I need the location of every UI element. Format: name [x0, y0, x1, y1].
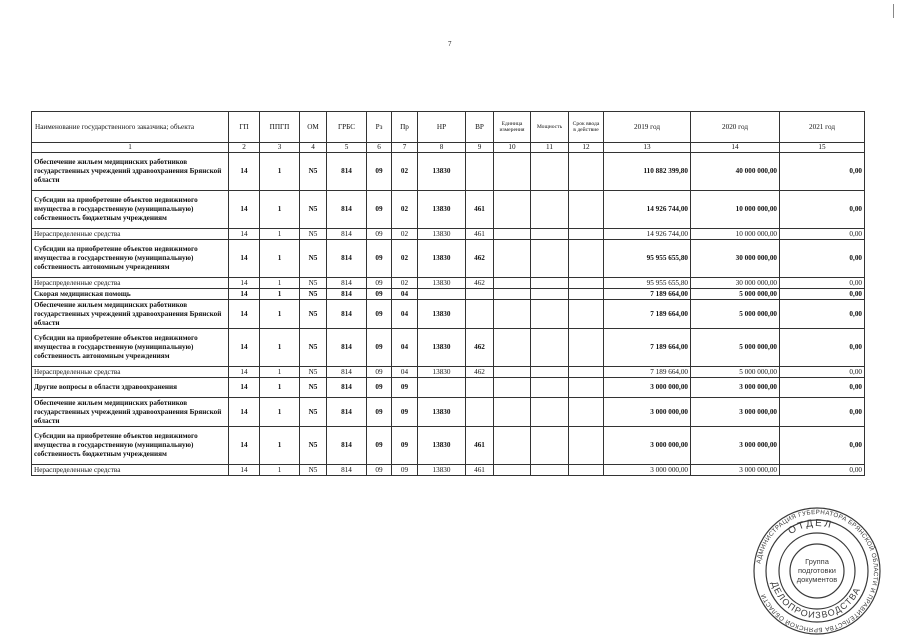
stamp-center-line-2: подготовки: [798, 566, 836, 575]
table-row: [32, 300, 865, 329]
column-number: 1: [32, 143, 229, 153]
row-vr: 462: [466, 329, 494, 367]
row-vr: 462: [466, 278, 494, 289]
row-2021: 0,00: [780, 278, 865, 289]
table-row: [32, 153, 865, 191]
row-grbs: 814: [327, 229, 367, 240]
header-name: Наименование государственного заказчика; объекта: [32, 112, 229, 143]
row-power: [531, 367, 569, 378]
row-gp: 14: [229, 153, 260, 191]
row-pr: 02: [392, 229, 418, 240]
row-name: Нераспределенные средства: [32, 229, 229, 240]
row-grbs: 814: [327, 427, 367, 465]
row-2021: 0,00: [780, 153, 865, 191]
column-number: 7: [392, 143, 418, 153]
row-2020: 10 000 000,00: [691, 229, 780, 240]
row-2021: 0,00: [780, 465, 865, 476]
row-vr: 461: [466, 427, 494, 465]
row-2019: 95 955 655,80: [604, 240, 691, 278]
row-nr: [418, 289, 466, 300]
row-nr: 13830: [418, 398, 466, 427]
row-pr: 02: [392, 278, 418, 289]
row-nr: 13830: [418, 300, 466, 329]
column-number: 6: [367, 143, 392, 153]
table-row: [32, 278, 865, 289]
header-grbs: ГРБС: [327, 112, 367, 143]
row-grbs: 814: [327, 289, 367, 300]
header-unit: Единица измерения: [494, 112, 531, 143]
scan-edge-mark: [893, 4, 894, 18]
row-ppgp: 1: [260, 153, 300, 191]
column-number: 8: [418, 143, 466, 153]
row-power: [531, 300, 569, 329]
row-term: [569, 240, 604, 278]
header-ppgp: ППГП: [260, 112, 300, 143]
table-row: [32, 240, 865, 278]
row-unit: [494, 289, 531, 300]
row-power: [531, 191, 569, 229]
column-number: 14: [691, 143, 780, 153]
table-row: [32, 329, 865, 367]
row-2020: 30 000 000,00: [691, 240, 780, 278]
row-2020: 40 000 000,00: [691, 153, 780, 191]
row-2021: 0,00: [780, 427, 865, 465]
row-2020: 5 000 000,00: [691, 329, 780, 367]
page-number: 7: [448, 40, 452, 48]
row-rz: 09: [367, 329, 392, 367]
row-unit: [494, 229, 531, 240]
row-ppgp: 1: [260, 329, 300, 367]
row-ppgp: 1: [260, 240, 300, 278]
column-number-row: [32, 143, 865, 153]
row-gp: 14: [229, 300, 260, 329]
row-unit: [494, 427, 531, 465]
row-pr: 02: [392, 191, 418, 229]
row-grbs: 814: [327, 300, 367, 329]
table-row: [32, 398, 865, 427]
header-term: Срок ввода в действие: [569, 112, 604, 143]
budget-table: [31, 111, 865, 476]
row-om: N5: [300, 367, 327, 378]
row-gp: 14: [229, 278, 260, 289]
row-vr: [466, 398, 494, 427]
row-2019: 3 000 000,00: [604, 465, 691, 476]
row-ppgp: 1: [260, 398, 300, 427]
row-grbs: 814: [327, 278, 367, 289]
row-pr: 02: [392, 240, 418, 278]
row-2019: 7 189 664,00: [604, 300, 691, 329]
table-row: [32, 378, 865, 398]
row-gp: 14: [229, 378, 260, 398]
header-rz: Рз: [367, 112, 392, 143]
header-nr: НР: [418, 112, 466, 143]
row-name: Другие вопросы в области здравоохранения: [32, 378, 229, 398]
row-rz: 09: [367, 398, 392, 427]
header-row: [32, 112, 865, 143]
row-name: Обеспечение жильем медицинских работников государственных учреждений здравоохранения Брянской области: [32, 398, 229, 427]
row-rz: 09: [367, 278, 392, 289]
header-pr: Пр: [392, 112, 418, 143]
column-number: 12: [569, 143, 604, 153]
row-unit: [494, 329, 531, 367]
row-2019: 7 189 664,00: [604, 329, 691, 367]
row-nr: 13830: [418, 329, 466, 367]
row-2019: 3 000 000,00: [604, 427, 691, 465]
row-nr: 13830: [418, 153, 466, 191]
row-2019: 3 000 000,00: [604, 378, 691, 398]
column-number: 3: [260, 143, 300, 153]
row-pr: 04: [392, 300, 418, 329]
stamp-outer-text: АДМИНИСТРАЦИЯ ГУБЕРНАТОРА БРЯНСКОЙ ОБЛАСТИ И ПРАВИТЕЛЬСТВА БРЯНСКОЙ ОБЛАСТИ: [755, 508, 880, 634]
row-pr: 04: [392, 367, 418, 378]
row-gp: 14: [229, 240, 260, 278]
row-term: [569, 367, 604, 378]
row-grbs: 814: [327, 398, 367, 427]
row-unit: [494, 465, 531, 476]
row-gp: 14: [229, 289, 260, 300]
row-grbs: 814: [327, 378, 367, 398]
table-row: [32, 427, 865, 465]
row-2020: 3 000 000,00: [691, 427, 780, 465]
row-name: Скорая медицинская помощь: [32, 289, 229, 300]
header-vr: ВР: [466, 112, 494, 143]
row-vr: [466, 153, 494, 191]
row-om: N5: [300, 278, 327, 289]
header-gp: ГП: [229, 112, 260, 143]
table-row: [32, 191, 865, 229]
row-pr: 04: [392, 329, 418, 367]
row-ppgp: 1: [260, 465, 300, 476]
row-grbs: 814: [327, 240, 367, 278]
row-power: [531, 465, 569, 476]
column-number: 15: [780, 143, 865, 153]
row-2019: 7 189 664,00: [604, 289, 691, 300]
row-vr: [466, 300, 494, 329]
row-pr: 09: [392, 427, 418, 465]
row-ppgp: 1: [260, 289, 300, 300]
row-2021: 0,00: [780, 300, 865, 329]
row-grbs: 814: [327, 329, 367, 367]
row-2021: 0,00: [780, 329, 865, 367]
row-om: N5: [300, 229, 327, 240]
row-name: Субсидии на приобретение объектов недвижимого имущества в государственную (муниципальную) собственность автономным учреждениям: [32, 240, 229, 278]
row-term: [569, 378, 604, 398]
row-nr: 13830: [418, 367, 466, 378]
row-2020: 30 000 000,00: [691, 278, 780, 289]
row-power: [531, 398, 569, 427]
row-term: [569, 153, 604, 191]
column-number: 11: [531, 143, 569, 153]
column-number: 10: [494, 143, 531, 153]
row-om: N5: [300, 398, 327, 427]
header-2021: 2021 год: [780, 112, 865, 143]
row-2019: 95 955 655,80: [604, 278, 691, 289]
row-name: Субсидии на приобретение объектов недвижимого имущества в государственную (муниципальную) собственность автономным учреждениям: [32, 329, 229, 367]
table-row: [32, 465, 865, 476]
stamp-ring-bottom: ДЕЛОПРОИЗВОДСТВА: [769, 580, 863, 621]
row-ppgp: 1: [260, 191, 300, 229]
row-vr: 462: [466, 240, 494, 278]
column-number: 5: [327, 143, 367, 153]
row-term: [569, 289, 604, 300]
row-vr: 461: [466, 465, 494, 476]
row-unit: [494, 278, 531, 289]
row-rz: 09: [367, 240, 392, 278]
row-grbs: 814: [327, 367, 367, 378]
row-name: Нераспределенные средства: [32, 367, 229, 378]
row-nr: 13830: [418, 229, 466, 240]
row-vr: 461: [466, 191, 494, 229]
row-2021: 0,00: [780, 367, 865, 378]
column-number: 2: [229, 143, 260, 153]
row-om: N5: [300, 289, 327, 300]
stamp-ring-top: ОТДЕЛ: [786, 517, 835, 537]
row-term: [569, 465, 604, 476]
row-om: N5: [300, 465, 327, 476]
row-ppgp: 1: [260, 229, 300, 240]
row-term: [569, 398, 604, 427]
row-gp: 14: [229, 398, 260, 427]
row-vr: 462: [466, 367, 494, 378]
row-nr: 13830: [418, 465, 466, 476]
row-2020: 5 000 000,00: [691, 367, 780, 378]
row-vr: 461: [466, 229, 494, 240]
row-2020: 10 000 000,00: [691, 191, 780, 229]
row-2020: 5 000 000,00: [691, 300, 780, 329]
row-term: [569, 427, 604, 465]
row-2019: 14 926 744,00: [604, 229, 691, 240]
row-gp: 14: [229, 465, 260, 476]
row-pr: 02: [392, 153, 418, 191]
column-number: 9: [466, 143, 494, 153]
row-unit: [494, 191, 531, 229]
stamp-center-line-1: Группа: [805, 557, 829, 566]
row-unit: [494, 398, 531, 427]
row-rz: 09: [367, 289, 392, 300]
row-2020: 3 000 000,00: [691, 398, 780, 427]
column-number: 13: [604, 143, 691, 153]
row-name: Обеспечение жильем медицинских работников государственных учреждений здравоохранения Брянской области: [32, 300, 229, 329]
table-row: [32, 289, 865, 300]
row-rz: 09: [367, 191, 392, 229]
svg-text:ДЕЛОПРОИЗВОДСТВА: [769, 580, 862, 620]
row-2021: 0,00: [780, 289, 865, 300]
row-power: [531, 278, 569, 289]
row-pr: 04: [392, 289, 418, 300]
row-pr: 09: [392, 398, 418, 427]
row-2019: 7 189 664,00: [604, 367, 691, 378]
row-power: [531, 229, 569, 240]
row-om: N5: [300, 329, 327, 367]
row-term: [569, 300, 604, 329]
row-power: [531, 427, 569, 465]
row-ppgp: 1: [260, 300, 300, 329]
row-vr: [466, 378, 494, 398]
row-2020: 3 000 000,00: [691, 465, 780, 476]
row-name: Субсидии на приобретение объектов недвижимого имущества в государственную (муниципальную) собственность бюджетным учреждениям: [32, 191, 229, 229]
row-pr: 09: [392, 378, 418, 398]
row-power: [531, 378, 569, 398]
row-2021: 0,00: [780, 240, 865, 278]
row-term: [569, 191, 604, 229]
row-grbs: 814: [327, 191, 367, 229]
row-rz: 09: [367, 427, 392, 465]
row-gp: 14: [229, 329, 260, 367]
row-om: N5: [300, 191, 327, 229]
row-rz: 09: [367, 300, 392, 329]
row-unit: [494, 153, 531, 191]
row-ppgp: 1: [260, 278, 300, 289]
row-2019: 3 000 000,00: [604, 398, 691, 427]
row-unit: [494, 378, 531, 398]
row-name: Субсидии на приобретение объектов недвижимого имущества в государственную (муниципальную) собственность бюджетным учреждениям: [32, 427, 229, 465]
row-2019: 110 882 399,80: [604, 153, 691, 191]
table-row: [32, 367, 865, 378]
header-2020: 2020 год: [691, 112, 780, 143]
row-nr: 13830: [418, 240, 466, 278]
row-name: Обеспечение жильем медицинских работников государственных учреждений здравоохранения Брянской области: [32, 153, 229, 191]
row-rz: 09: [367, 153, 392, 191]
row-ppgp: 1: [260, 378, 300, 398]
row-gp: 14: [229, 427, 260, 465]
row-om: N5: [300, 427, 327, 465]
office-stamp: [752, 506, 882, 636]
row-ppgp: 1: [260, 367, 300, 378]
row-vr: [466, 289, 494, 300]
row-om: N5: [300, 378, 327, 398]
column-number: 4: [300, 143, 327, 153]
row-2021: 0,00: [780, 229, 865, 240]
row-rz: 09: [367, 465, 392, 476]
row-unit: [494, 300, 531, 329]
row-term: [569, 278, 604, 289]
row-nr: 13830: [418, 427, 466, 465]
row-nr: [418, 378, 466, 398]
row-2020: 3 000 000,00: [691, 378, 780, 398]
row-term: [569, 229, 604, 240]
row-om: N5: [300, 240, 327, 278]
row-name: Нераспределенные средства: [32, 278, 229, 289]
row-power: [531, 289, 569, 300]
row-rz: 09: [367, 229, 392, 240]
row-power: [531, 153, 569, 191]
table-row: [32, 229, 865, 240]
row-unit: [494, 240, 531, 278]
row-grbs: 814: [327, 153, 367, 191]
row-gp: 14: [229, 367, 260, 378]
header-2019: 2019 год: [604, 112, 691, 143]
row-2020: 5 000 000,00: [691, 289, 780, 300]
row-om: N5: [300, 300, 327, 329]
row-power: [531, 329, 569, 367]
row-2019: 14 926 744,00: [604, 191, 691, 229]
header-power: Мощность: [531, 112, 569, 143]
row-term: [569, 329, 604, 367]
row-2021: 0,00: [780, 191, 865, 229]
row-2021: 0,00: [780, 378, 865, 398]
row-gp: 14: [229, 191, 260, 229]
row-unit: [494, 367, 531, 378]
row-nr: 13830: [418, 278, 466, 289]
row-rz: 09: [367, 367, 392, 378]
row-nr: 13830: [418, 191, 466, 229]
row-grbs: 814: [327, 465, 367, 476]
row-gp: 14: [229, 229, 260, 240]
stamp-center-line-3: документов: [796, 575, 838, 584]
row-power: [531, 240, 569, 278]
row-name: Нераспределенные средства: [32, 465, 229, 476]
row-pr: 09: [392, 465, 418, 476]
header-om: ОМ: [300, 112, 327, 143]
row-2021: 0,00: [780, 398, 865, 427]
row-rz: 09: [367, 378, 392, 398]
row-ppgp: 1: [260, 427, 300, 465]
row-om: N5: [300, 153, 327, 191]
stamp-seal-graphic: [752, 506, 882, 636]
